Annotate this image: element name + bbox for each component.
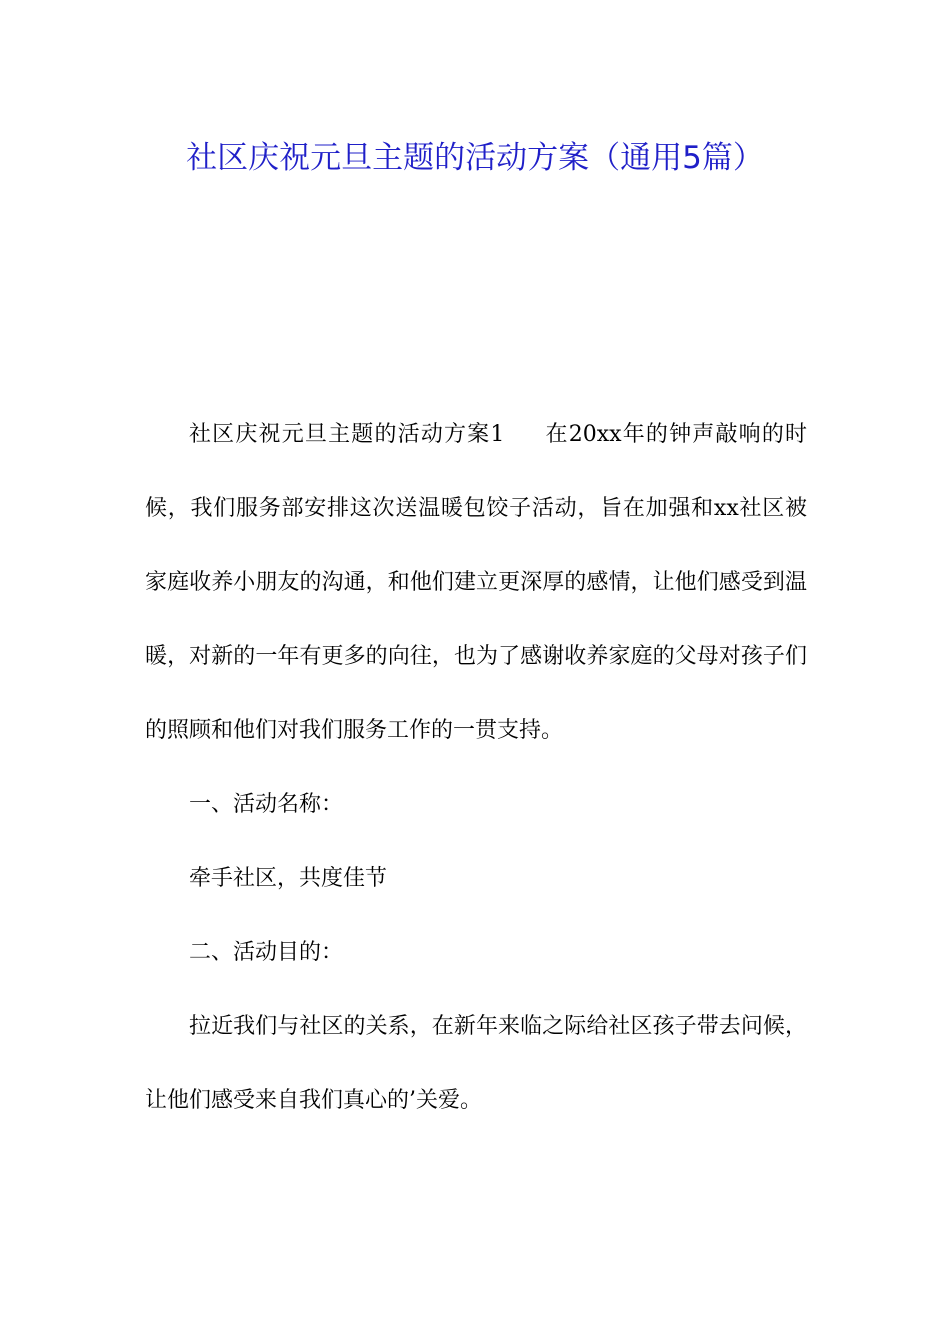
intro-text: 在20xx年的钟声敲响的时候，我们服务部安排这次送温暖包饺子活动，旨在加强和xx社区被家庭收养小朋友的沟通，和他们建立更深厚的感情，让他们感受到温暖，对新的一年有更多的向往，也为了感谢收养家庭的父母对孩子们的照顾和他们对我们服务工作的一贯支持。: [145, 422, 808, 743]
paragraph-activity-name: 牵手社区，共度佳节: [189, 866, 388, 891]
document-body: [145, 398, 807, 1138]
section-lead: 社区庆祝元旦主题的活动方案1: [189, 422, 505, 447]
paragraph-heading-name: 一、活动名称：: [189, 792, 344, 817]
document-title: 社区庆祝元旦主题的活动方案（通用5篇）: [186, 140, 764, 176]
paragraph-intro: [145, 398, 807, 768]
paragraph-activity-purpose: 拉近我们与社区的关系，在新年来临之际给社区孩子带去问候，让他们感受来自我们真心的’关爱。: [145, 1014, 807, 1113]
paragraph-heading-purpose: 二、活动目的：: [189, 940, 344, 965]
